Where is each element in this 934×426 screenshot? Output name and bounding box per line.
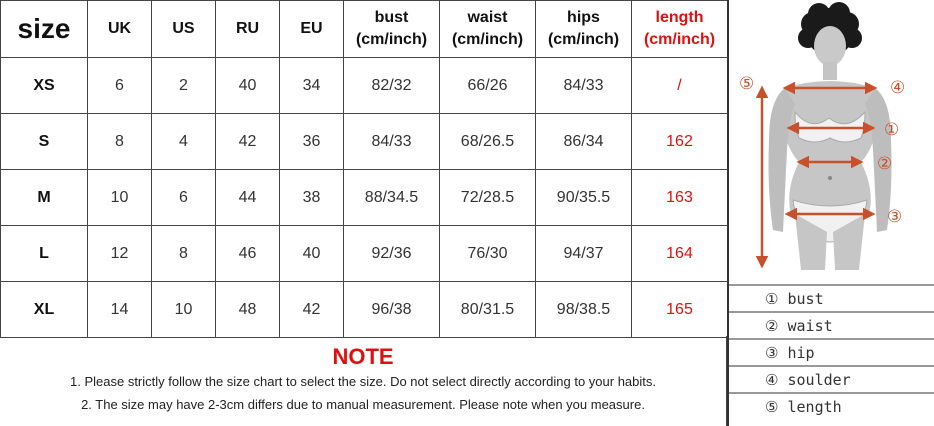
measurement-legend	[729, 284, 934, 419]
cell-us: 2	[152, 58, 216, 114]
header-eu	[280, 1, 344, 58]
cell-bust: 82/32	[344, 58, 440, 114]
cell-waist: 80/31.5	[440, 282, 536, 338]
marker-hip-figure: ③	[887, 207, 903, 227]
cell-eu: 42	[280, 282, 344, 338]
legend-label: length	[787, 398, 842, 416]
cell-size: L	[1, 226, 88, 282]
cell-uk: 14	[88, 282, 152, 338]
legend-marker: ②	[765, 317, 779, 335]
body-figure	[729, 0, 934, 284]
legend-label: soulder	[787, 371, 851, 389]
cell-us: 4	[152, 114, 216, 170]
cell-us: 8	[152, 226, 216, 282]
cell-uk: 6	[88, 58, 152, 114]
marker-waist-figure: ②	[877, 154, 893, 174]
table-row	[1, 282, 728, 338]
body-figure-illustration	[729, 0, 934, 284]
cell-size: XS	[1, 58, 88, 114]
cell-size: XL	[1, 282, 88, 338]
header-us-label: US	[172, 20, 195, 37]
cell-uk: 8	[88, 114, 152, 170]
cell-us: 10	[152, 282, 216, 338]
cell-length: 163	[632, 170, 728, 226]
header-waist	[440, 1, 536, 58]
legend-marker: ①	[765, 290, 779, 308]
cell-eu: 40	[280, 226, 344, 282]
legend-item-length	[729, 392, 934, 419]
cell-length: 165	[632, 282, 728, 338]
cell-hips: 86/34	[536, 114, 632, 170]
legend-marker: ③	[765, 344, 779, 362]
table-row	[1, 114, 728, 170]
table-row	[1, 58, 728, 114]
cell-bust: 96/38	[344, 282, 440, 338]
header-hips-unit: (cm/inch)	[547, 31, 620, 48]
header-size	[1, 1, 88, 58]
table-row	[1, 226, 728, 282]
cell-ru: 44	[216, 170, 280, 226]
cell-eu: 34	[280, 58, 344, 114]
header-hips	[536, 1, 632, 58]
cell-size: S	[1, 114, 88, 170]
legend-marker: ④	[765, 371, 779, 389]
header-ru-label: RU	[235, 20, 260, 37]
cell-ru: 48	[216, 282, 280, 338]
header-uk	[88, 1, 152, 58]
marker-shoulder-figure: ④	[890, 78, 906, 98]
legend-label: hip	[787, 344, 815, 362]
header-bust-label: bust	[374, 9, 409, 26]
note-section	[0, 336, 727, 426]
table-row	[1, 170, 728, 226]
legend-item-soulder	[729, 365, 934, 392]
legend-marker: ⑤	[765, 398, 779, 416]
cell-size: M	[1, 170, 88, 226]
marker-bust-figure: ①	[884, 120, 900, 140]
cell-hips: 98/38.5	[536, 282, 632, 338]
cell-length: /	[632, 58, 728, 114]
header-bust-unit: (cm/inch)	[355, 31, 428, 48]
legend-item-bust	[729, 284, 934, 311]
cell-waist: 66/26	[440, 58, 536, 114]
note-line-2: 2. The size may have 2-3cm differs due to manual measurement. Please note when you measure.	[81, 397, 645, 412]
cell-ru: 46	[216, 226, 280, 282]
note-title: NOTE	[332, 344, 394, 369]
measurement-guide	[727, 0, 934, 426]
marker-length-figure: ⑤	[739, 74, 755, 94]
header-length	[632, 1, 728, 58]
legend-item-waist	[729, 311, 934, 338]
note-line-1: 1. Please strictly follow the size chart to select the size. Do not select directly according to your habits.	[70, 374, 656, 389]
header-ru	[216, 1, 280, 58]
legend-label: waist	[787, 317, 833, 335]
cell-hips: 90/35.5	[536, 170, 632, 226]
cell-eu: 36	[280, 114, 344, 170]
header-uk-label: UK	[107, 20, 132, 37]
cell-waist: 72/28.5	[440, 170, 536, 226]
cell-hips: 84/33	[536, 58, 632, 114]
legend-item-hip	[729, 338, 934, 365]
cell-bust: 88/34.5	[344, 170, 440, 226]
header-us	[152, 1, 216, 58]
cell-eu: 38	[280, 170, 344, 226]
header-bust	[344, 1, 440, 58]
header-hips-label: hips	[567, 9, 600, 26]
cell-us: 6	[152, 170, 216, 226]
cell-ru: 42	[216, 114, 280, 170]
cell-uk: 12	[88, 226, 152, 282]
cell-length: 162	[632, 114, 728, 170]
header-length-unit: (cm/inch)	[643, 31, 716, 48]
table-body	[1, 58, 728, 338]
cell-hips: 94/37	[536, 226, 632, 282]
cell-length: 164	[632, 226, 728, 282]
header-waist-label: waist	[467, 9, 508, 26]
cell-ru: 40	[216, 58, 280, 114]
table-header-row	[1, 1, 728, 58]
cell-waist: 68/26.5	[440, 114, 536, 170]
header-waist-unit: (cm/inch)	[451, 31, 524, 48]
cell-uk: 10	[88, 170, 152, 226]
cell-bust: 92/36	[344, 226, 440, 282]
header-eu-label: EU	[300, 20, 323, 37]
legend-label: bust	[787, 290, 824, 308]
cell-bust: 84/33	[344, 114, 440, 170]
cell-waist: 76/30	[440, 226, 536, 282]
header-size-label: size	[17, 13, 71, 44]
header-length-label: length	[655, 9, 704, 26]
